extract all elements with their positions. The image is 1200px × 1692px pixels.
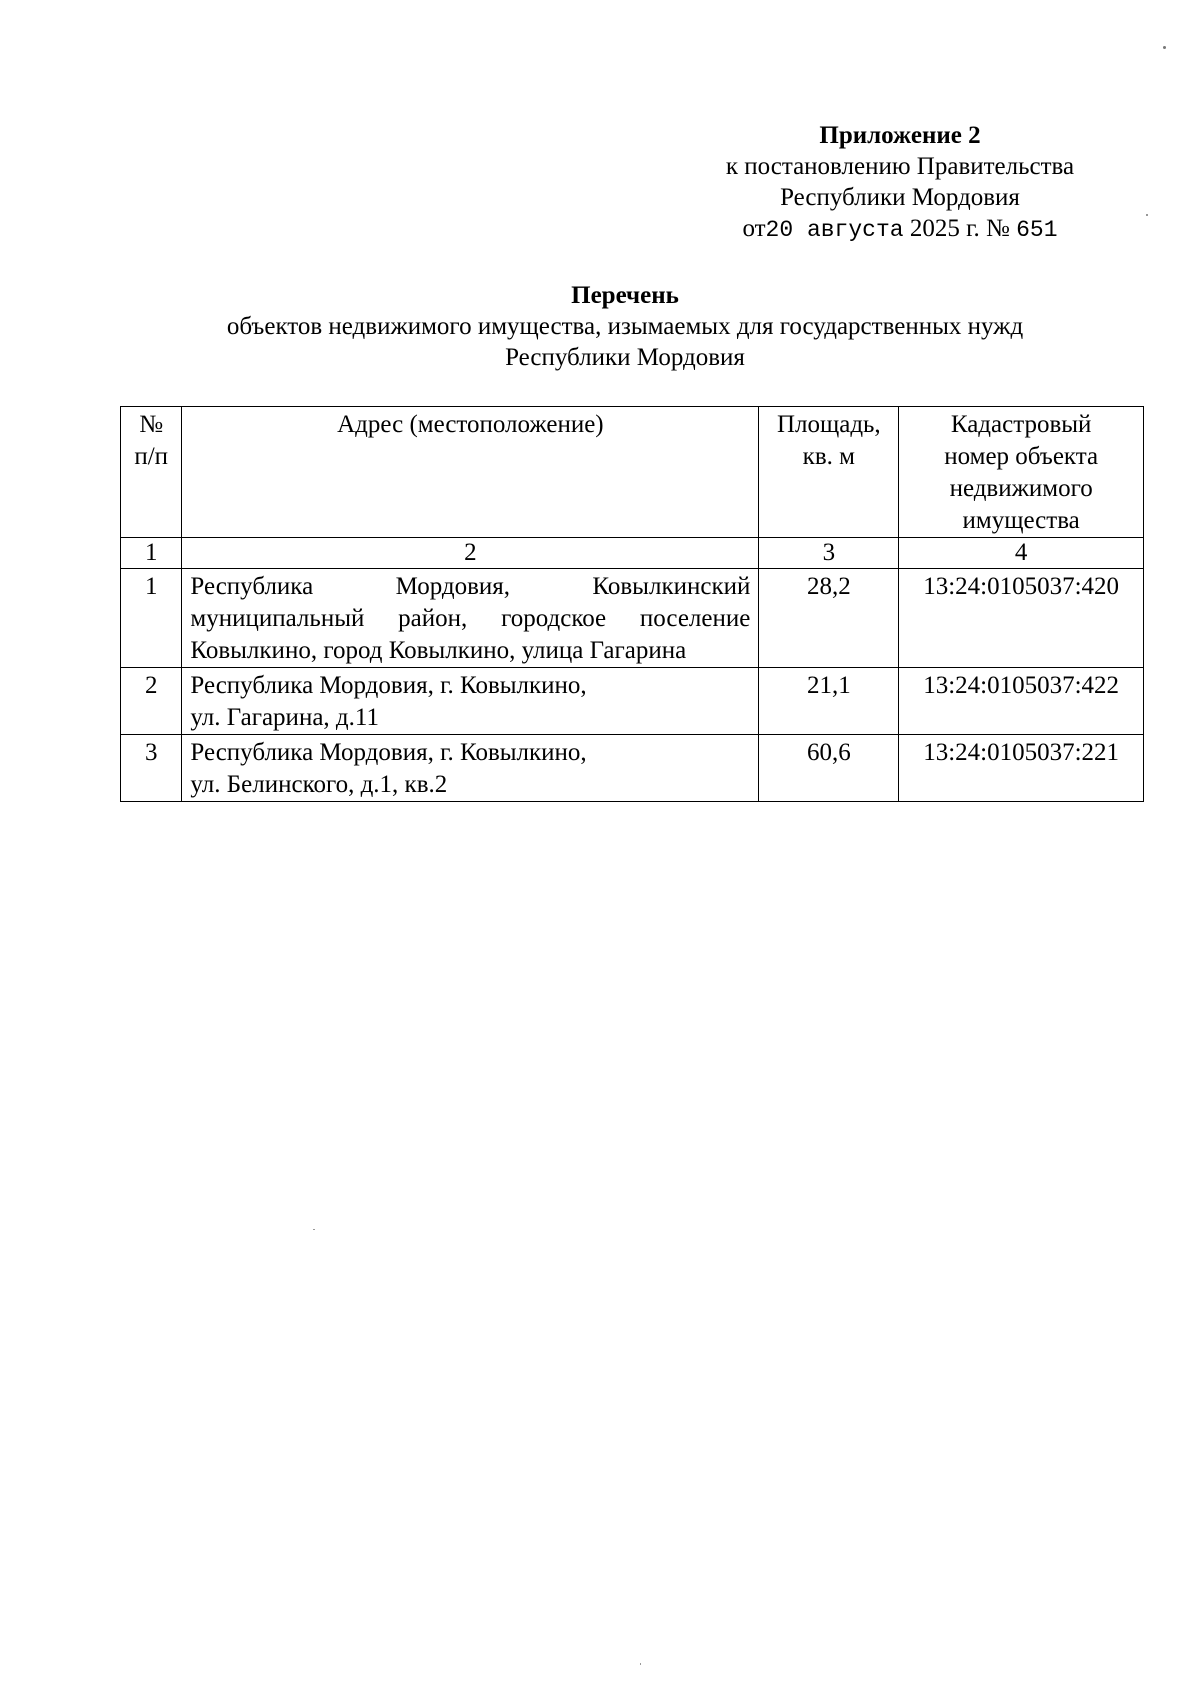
appendix-line-1: к постановлению Правительства	[725, 153, 1075, 180]
row-address	[182, 668, 759, 735]
row-address-line-1: Республика Мордовия, г. Ковылкино,	[190, 739, 587, 766]
scan-speck	[313, 1229, 315, 1230]
column-index: 2	[182, 538, 759, 569]
column-index-row	[121, 538, 1144, 569]
row-num: 3	[121, 735, 182, 802]
heading-title: Перечень	[571, 282, 679, 309]
header-num-line-2: п/п	[134, 443, 169, 470]
appendix-date-line	[690, 213, 1110, 246]
column-index: 3	[759, 538, 899, 569]
column-index: 4	[899, 538, 1144, 569]
row-area: 60,6	[759, 735, 899, 802]
table-header-row	[121, 407, 1144, 538]
scan-speck	[1163, 46, 1166, 49]
row-cadastral: 13:24:0105037:422	[899, 668, 1144, 735]
row-cadastral: 13:24:0105037:221	[899, 735, 1144, 802]
date-year: 2025 г. №	[909, 215, 1010, 242]
column-index: 1	[121, 538, 182, 569]
appendix-title: Приложение 2	[819, 122, 981, 149]
row-num: 1	[121, 569, 182, 668]
heading-line-1: объектов недвижимого имущества, изымаемых для государственных нужд	[226, 313, 1024, 340]
row-area: 28,2	[759, 569, 899, 668]
header-area	[759, 407, 899, 538]
header-cadastral-line-3: недвижимого	[949, 475, 1093, 502]
header-num-line-1: №	[139, 411, 164, 438]
document-heading	[150, 280, 1100, 373]
table-row	[121, 569, 1144, 668]
heading-line-2: Республики Мордовия	[505, 344, 745, 371]
row-address-line-1: Республика Мордовия, г. Ковылкино,	[190, 672, 587, 699]
header-cadastral-line-2: номер объекта	[944, 443, 1099, 470]
header-num	[121, 407, 182, 538]
header-cadastral-line-1: Кадастровый	[950, 411, 1092, 438]
row-area: 21,1	[759, 668, 899, 735]
row-address	[182, 735, 759, 802]
date-value: 20 августа	[765, 217, 904, 243]
header-area-line-1: Площадь,	[776, 411, 881, 438]
appendix-block	[690, 120, 1110, 246]
row-cadastral: 13:24:0105037:420	[899, 569, 1144, 668]
row-address-line-2: ул. Гагарина, д.11	[190, 704, 379, 731]
scan-speck	[1146, 214, 1148, 216]
scan-speck	[640, 1663, 641, 1665]
header-address: Адрес (местоположение)	[182, 407, 759, 538]
row-address: Республика Мордовия, Ковылкинский муниципальный район, городское поселение Ковылкино, город Ковылкино, улица Гагарина	[182, 569, 759, 668]
row-num: 2	[121, 668, 182, 735]
header-area-line-2: кв. м	[802, 443, 855, 470]
row-address-line-2: ул. Белинского, д.1, кв.2	[190, 771, 448, 798]
header-cadastral-line-4: имущества	[962, 507, 1080, 534]
resolution-number: 651	[1016, 217, 1058, 243]
date-prefix: от	[742, 215, 766, 242]
table-row	[121, 668, 1144, 735]
header-cadastral	[899, 407, 1144, 538]
table-row	[121, 735, 1144, 802]
appendix-line-2: Республики Мордовия	[780, 184, 1020, 211]
property-table	[120, 406, 1144, 802]
